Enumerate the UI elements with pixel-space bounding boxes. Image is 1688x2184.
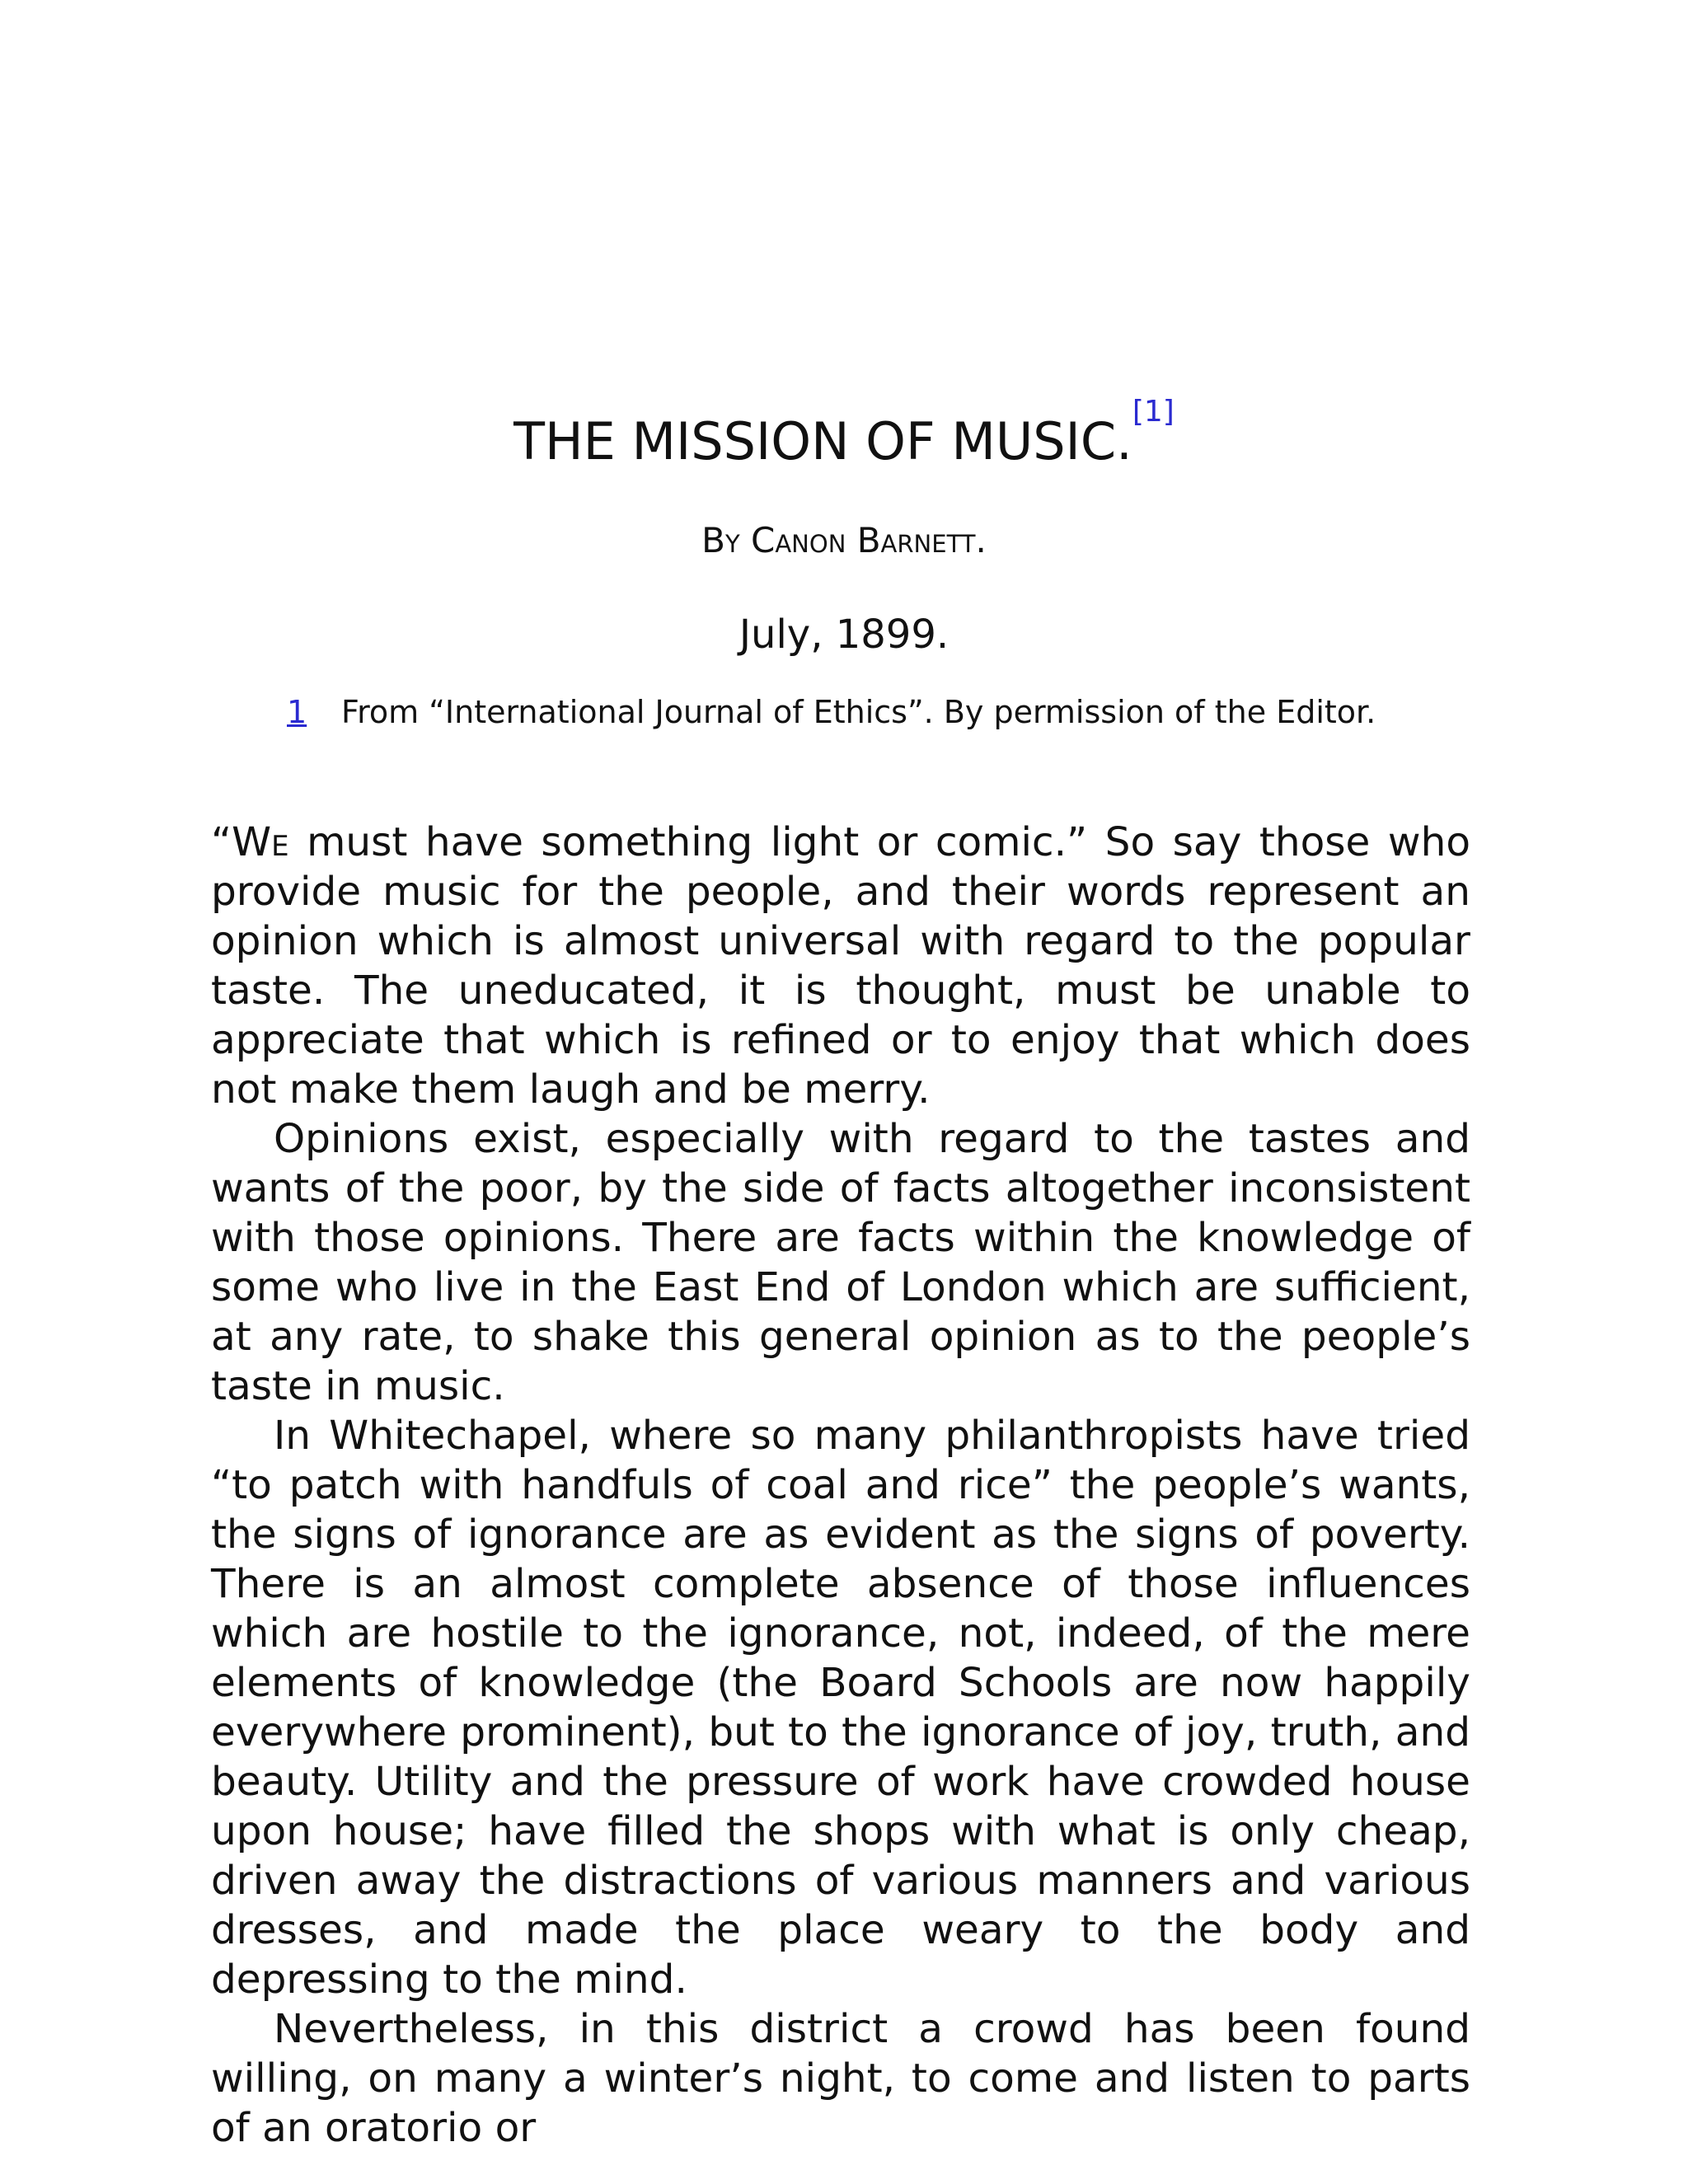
chapter-title-text: THE MISSION OF MUSIC. bbox=[513, 411, 1132, 471]
paragraph-2: Opinions exist, especially with regard to the tastes and wants of the poor, by the side of facts altogether inconsistent with those opinions. There are facts within the knowledge of some who live in the East End of London which are sufficient, at any rate, to shake this general opinion as to the people’s taste in music. bbox=[211, 1116, 1470, 1409]
chapter-title bbox=[0, 395, 1688, 475]
paragraph-text: must have something light or comic.” So say those who provide music for the people, and their words represent an opinion which is almost universal with regard to the popular taste. The uneducated, it is thought, must be unable to appreciate that which is refined or to enjoy that which does not make them laugh and be merry. bbox=[211, 819, 1470, 1113]
paragraph-1 bbox=[211, 818, 1470, 1114]
opening-quote: “ bbox=[211, 819, 232, 865]
paragraph-3: In Whitechapel, where so many philanthropists have tried “to patch with handfuls of coal and rice” the people’s wants, the signs of ignorance are as evident as the signs of poverty. There is an almost complete absence of those influences which are hostile to the ignorance, not, indeed, of the mere elements of knowledge (the Board Schools are now happily everywhere prominent), but to the ignorance of joy, truth, and beauty. Utility and the pressure of work have crowded house upon house; have filled the shops with what is only cheap, driven away the distractions of various manners and various dresses, and made the place weary to the body and depressing to the mind. bbox=[211, 1413, 1470, 2003]
opening-word: We bbox=[232, 819, 289, 865]
footnote-reference-link[interactable]: [1] bbox=[1132, 395, 1175, 429]
body-text bbox=[211, 818, 1470, 2153]
footnote-number-link[interactable]: 1 bbox=[287, 694, 307, 730]
author-byline: By Canon Barnett. bbox=[701, 520, 987, 560]
paragraph-4: Nevertheless, in this district a crowd has been found willing, on many a winter’s night, to come and listen to parts of an oratorio or bbox=[211, 2006, 1470, 2151]
publication-date: July, 1899. bbox=[738, 612, 950, 658]
footnote bbox=[287, 691, 1441, 733]
footnote-text: From “International Journal of Ethics”. By permission of the Editor. bbox=[341, 694, 1376, 730]
